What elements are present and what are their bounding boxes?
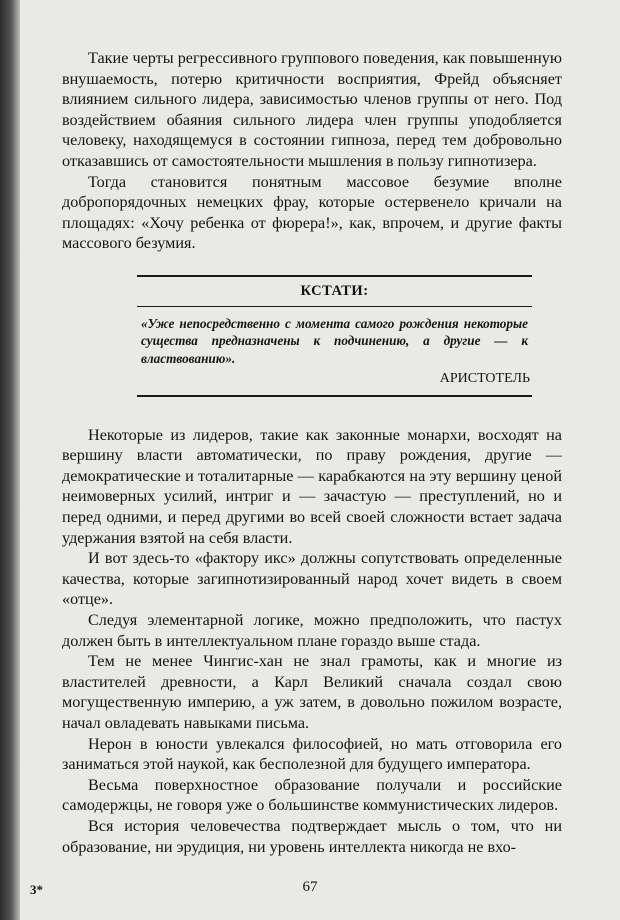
- paragraph: Тогда становится понятным массовое безумие вполне добропорядочных немецких фрау, которые остервенело кричали на площадях: «Хочу ребенка от фюрера!», как, впрочем, и другие факты массового безумия.: [62, 172, 562, 253]
- sidebar-box: [137, 275, 532, 397]
- page-body: [62, 48, 562, 857]
- paragraph: Следуя элементарной логике, можно предположить, что пастух должен быть в интеллектуальном плане гораздо выше стада.: [62, 610, 562, 650]
- sidebar-heading: КСТАТИ:: [137, 281, 532, 307]
- paragraph: Вся история человечества подтверждает мысль о том, что ни образование, ни эрудиция, ни уровень интеллекта никогда не вхо-: [62, 816, 562, 856]
- paragraph: И вот здесь-то «фактору икс» должны сопутствовать определенные качества, которые загипнотизированный народ хочет видеть в своем «отце».: [62, 549, 562, 609]
- paragraph: Весьма поверхностное образование получали и российские самодержцы, не говоря уже о большинстве коммунистических лидеров.: [62, 775, 562, 815]
- paragraph: Некоторые из лидеров, такие как законные монархи, восходят на вершину власти автоматически, по праву рождения, другие — демократические и тоталитарные — карабкаются на эту вершину ценой неимоверных усилий, интриг и — зачастую — преступлений, но и перед одними, и перед другими во всей своей сложности встает задача удержания взятой на себя власти.: [62, 425, 562, 547]
- sidebar-author: АРИСТОТЕЛЬ: [439, 371, 530, 387]
- main-text: [62, 425, 562, 857]
- sidebar-quote: «Уже непосредственно с момента самого рождения некоторые существа предназначены к подчинению, а другие — к властвованию».: [141, 315, 528, 366]
- paragraph: Тем не менее Чингис-хан не знал грамоты, как и многие из властителей древности, а Карл Великий сначала создал свою могущественную империю, а уж затем, в довольно пожилом возрасте, начал овладевать навыками письма.: [62, 652, 562, 732]
- page-number: 67: [302, 879, 318, 895]
- signature-mark: 3*: [30, 882, 43, 897]
- paragraph: Такие черты регрессивного группового поведения, как повышенную внушаемость, потерю критичности восприятия, Фрейд объясняет влиянием сильного лидера, зависимостью членов группы от него. Под воздействием обаяния сильного лидера член группы уподобляется человеку, находящемуся в состоянии гипноза, перед тем добровольно отказавшись от самостоятельности мышления в пользу гипнотизера.: [62, 49, 562, 170]
- paragraph: Нерон в юности увлекался философией, но мать отговорила его заниматься этой наукой, как бесполезной для будущего императора.: [62, 734, 562, 774]
- book-spine-shadow: [0, 0, 20, 920]
